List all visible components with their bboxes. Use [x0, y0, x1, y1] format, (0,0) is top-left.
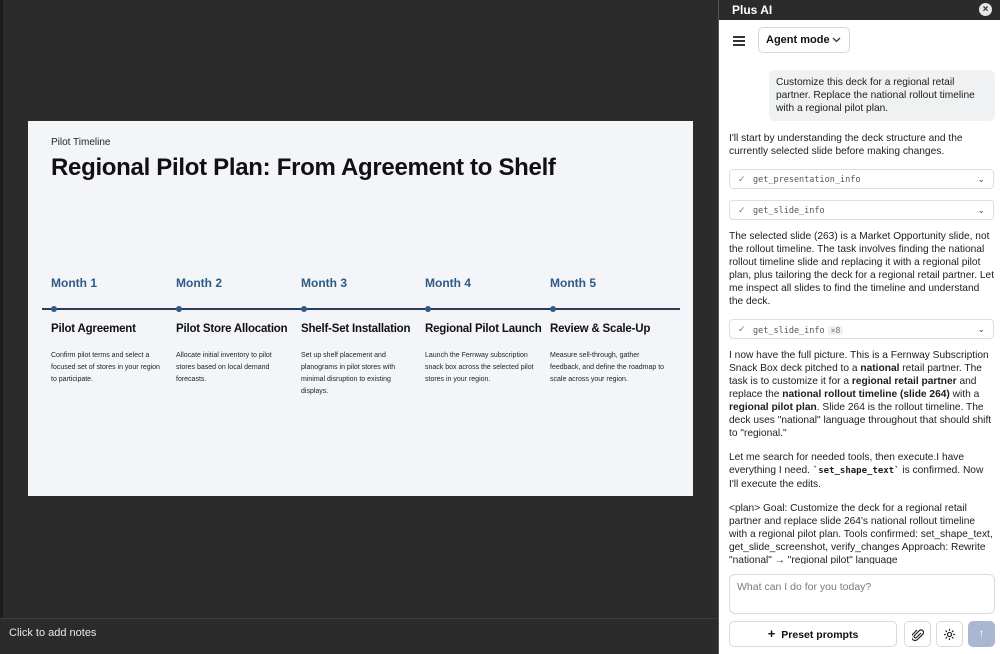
- milestone-month: Month 4: [425, 276, 471, 290]
- speaker-notes-bar[interactable]: [0, 618, 718, 654]
- milestone-title: Pilot Agreement: [51, 323, 136, 335]
- timeline-dot: [176, 306, 182, 312]
- milestone-description: Set up shelf placement and planograms in pilot stores with minimal disruption to existing displays.: [301, 352, 396, 395]
- milestone-title: Review & Scale-Up: [550, 323, 651, 335]
- editor-left-edge: [0, 0, 3, 618]
- panel-toolbar: [719, 20, 1000, 62]
- assistant-message: Let me search for needed tools, then execute.I have everything I need. `set_shape_text` is confirmed. Now I'll execute the edits.: [729, 452, 984, 490]
- chevron-down-icon: ⌄: [977, 174, 985, 184]
- check-icon: ✓: [738, 324, 746, 334]
- agent-mode-label: Agent mode: [766, 34, 830, 46]
- milestone-title: Regional Pilot Launch: [425, 323, 542, 335]
- attach-button[interactable]: [904, 621, 931, 647]
- chevron-down-icon: ⌄: [977, 324, 985, 334]
- milestone-title: Pilot Store Allocation: [176, 323, 288, 335]
- assistant-message: I now have the full picture. This is a Fernway Subscription Snack Box deck pitched to a national retail partner. The task is to customize it for a regional retail partner and replace the national rollout timeline (slide 264) with a regional pilot plan. Slide 264 is the rollout timeline. The deck uses "national" language throughout that should shift to "regional.": [729, 350, 992, 439]
- timeline-milestone[interactable]: [176, 276, 296, 383]
- milestone-description: Confirm pilot terms and select a focused set of stores in your region to participate.: [51, 352, 160, 383]
- timeline-dot: [425, 306, 431, 312]
- milestone-month: Month 2: [176, 276, 222, 290]
- assistant-plan-message: <plan> Goal: Customize the deck for a regional retail partner and replace slide 264's national rollout timeline with a regional pilot plan. Tools confirmed: set_shape_text, get_slide_screenshot, verify_changes Approach: Rewrite "national" → "regional pilot" language: [729, 503, 993, 564]
- chat-input-box[interactable]: [729, 574, 995, 614]
- chat-input[interactable]: [730, 575, 994, 599]
- send-button[interactable]: [968, 621, 995, 647]
- check-icon: ✓: [738, 174, 746, 184]
- chat-transcript[interactable]: [719, 62, 1000, 564]
- timeline-milestone[interactable]: [301, 276, 421, 395]
- milestone-month: Month 5: [550, 276, 596, 290]
- milestone-description: Allocate initial inventory to pilot stores based on local demand forecasts.: [176, 352, 272, 383]
- milestone-description: Measure sell-through, gather feedback, and define the roadmap to scale across your region.: [550, 352, 665, 383]
- panel-header: [719, 0, 1000, 20]
- milestone-description: Launch the Fernway subscription snack box across the selected pilot stores in your region.: [425, 352, 534, 383]
- preset-prompts-label: Preset prompts: [781, 629, 859, 641]
- tool-call-name: get_slide_info ×8: [753, 324, 843, 338]
- tool-call-collapsible[interactable]: [729, 319, 994, 339]
- check-icon: ✓: [738, 205, 746, 215]
- timeline-dot: [550, 306, 556, 312]
- tool-call-count: ×8: [828, 326, 844, 335]
- tool-call-collapsible[interactable]: [729, 169, 994, 189]
- arrow-up-icon: ↑: [978, 626, 985, 640]
- timeline-milestone[interactable]: [425, 276, 545, 383]
- tool-call-name: get_slide_info: [753, 206, 825, 216]
- assistant-message: I'll start by understanding the deck structure and the currently selected slide before making changes.: [729, 133, 963, 157]
- chevron-down-icon: ⌄: [977, 205, 985, 215]
- assistant-panel: [718, 0, 1000, 654]
- plus-icon: +: [767, 626, 776, 641]
- timeline-milestone[interactable]: [550, 276, 670, 383]
- paperclip-icon: [912, 627, 924, 641]
- timeline-milestone[interactable]: [51, 276, 171, 383]
- timeline-line: [42, 308, 680, 310]
- chevron-down-icon: [832, 28, 841, 62]
- gear-icon: [943, 627, 956, 641]
- assistant-message: The selected slide (263) is a Market Opportunity slide, not the rollout timeline. The task involves finding the national rollout timeline slide and replacing it with a regional pilot plan, plus tailoring the deck for a regional retail partner. Let me inspect all slides to find the timeline and understand the deck.: [729, 231, 995, 307]
- timeline-dot: [301, 306, 307, 312]
- settings-button[interactable]: [936, 621, 963, 647]
- slide-kicker[interactable]: Pilot Timeline: [51, 137, 111, 148]
- milestone-title: Shelf-Set Installation: [301, 323, 411, 335]
- tool-call-name: get_presentation_info: [753, 175, 861, 185]
- user-message: Customize this deck for a regional retail partner. Replace the national rollout timeline with a regional pilot plan.: [769, 70, 995, 121]
- panel-title: Plus AI: [732, 3, 773, 17]
- tool-call-collapsible[interactable]: [729, 200, 994, 220]
- hamburger-menu-icon[interactable]: [733, 36, 745, 46]
- slide-canvas[interactable]: [28, 121, 693, 496]
- milestone-month: Month 3: [301, 276, 347, 290]
- preset-prompts-button[interactable]: [729, 621, 897, 647]
- milestone-month: Month 1: [51, 276, 97, 290]
- timeline-dot: [51, 306, 57, 312]
- agent-mode-dropdown[interactable]: [758, 27, 850, 53]
- slide-title[interactable]: Regional Pilot Plan: From Agreement to Shelf: [51, 154, 556, 181]
- speaker-notes-placeholder[interactable]: Click to add notes: [9, 627, 97, 639]
- close-icon[interactable]: ×: [979, 3, 992, 16]
